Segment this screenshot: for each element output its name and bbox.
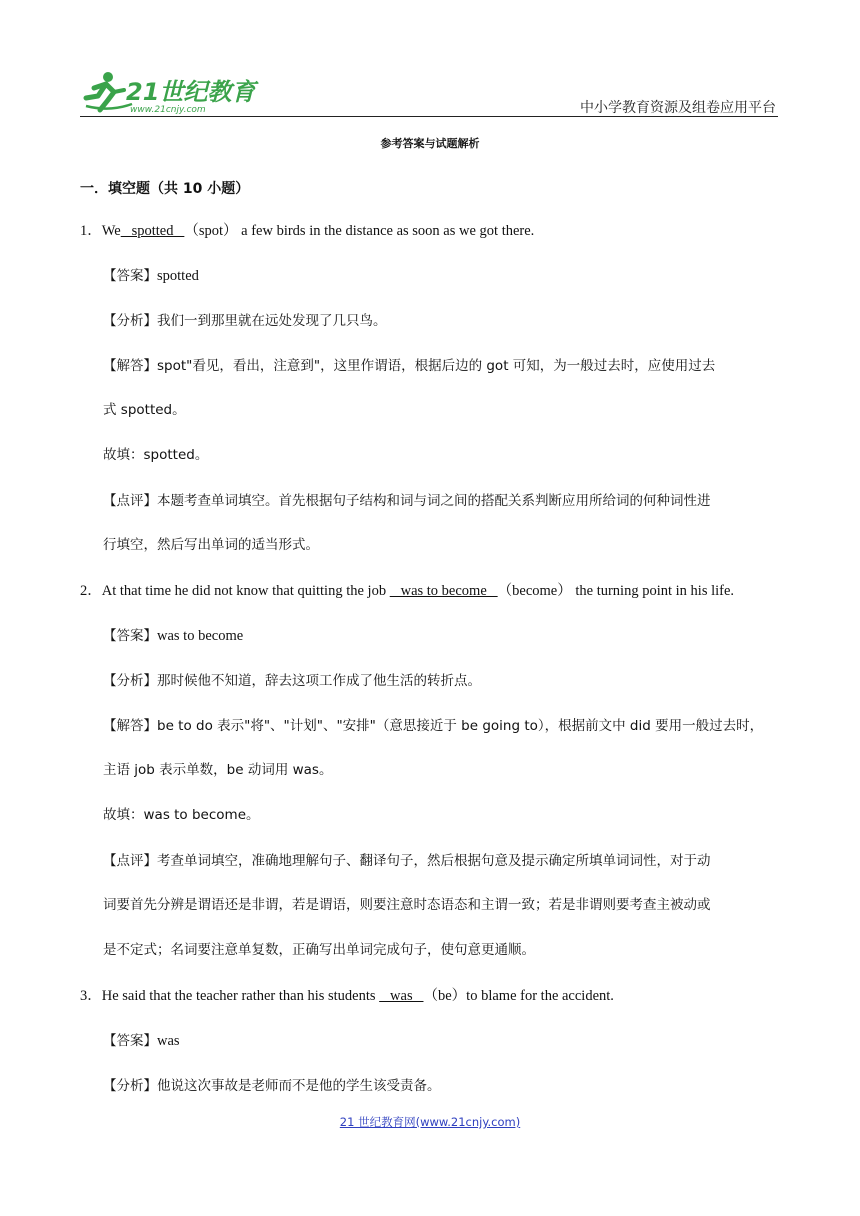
logo-url: www.21cnjy.com <box>130 105 206 115</box>
analysis-tag: 【分析】 <box>103 1078 157 1094</box>
answer-text: spotted <box>157 268 199 284</box>
fill-line: 故填：spotted。 <box>103 447 209 463</box>
footer-link[interactable]: 21 世纪教育网(www.21cnjy.com) <box>339 1115 521 1129</box>
comment-tag: 【点评】 <box>103 493 157 509</box>
question-text: We <box>101 223 121 239</box>
answer-line <box>103 1034 180 1049</box>
comment-line <box>103 854 711 869</box>
analysis-text: 我们一到那里就在远处发现了几只鸟。 <box>157 313 387 329</box>
analysis-text: 他说这次事故是老师而不是他的学生该受责备。 <box>157 1078 441 1094</box>
analysis-line <box>103 314 387 329</box>
fill-line: 故填：was to become。 <box>103 807 260 823</box>
analysis-text: 那时候他不知道，辞去这项工作成了他生活的转折点。 <box>157 673 481 689</box>
solution-continued: 主语 job 表示单数，be 动词用 was。 <box>103 762 333 778</box>
answer-tag: 【答案】 <box>103 268 157 284</box>
answer-text: was to become <box>157 628 244 644</box>
page-title: 参考答案与试题解析 <box>380 137 480 150</box>
platform-name: 中小学教育资源及组卷应用平台 <box>580 100 776 116</box>
solution-line <box>103 359 715 374</box>
page-header <box>80 66 778 118</box>
answer-tag: 【答案】 <box>103 628 157 644</box>
question-number: 3． <box>80 988 102 1004</box>
comment-text: 本题考查单词填空。首先根据句子结构和词与词之间的搭配关系判断应用所给词的何种词性进 <box>157 493 711 509</box>
question-text: At that time he did not know that quitting the job <box>101 583 390 599</box>
comment-continued: 词要首先分辨是谓语还是非谓，若是谓语，则要注意时态语态和主谓一致；若是非谓则要考查主被动或 <box>103 897 711 913</box>
question-text: （become） the turning point in his life. <box>497 583 735 599</box>
analysis-line <box>103 674 481 689</box>
solution-tag: 【解答】 <box>103 358 157 374</box>
question-text: （spot） a few birds in the distance as soon as we got there. <box>184 223 535 239</box>
question-number: 1． <box>80 223 102 239</box>
solution-continued: 式 spotted。 <box>103 402 186 418</box>
logo <box>80 66 260 116</box>
question-text: （be）to blame for the accident. <box>423 988 614 1004</box>
answer-line <box>103 629 243 644</box>
question-3 <box>80 989 614 1004</box>
section-heading: 一．填空题（共 10 小题） <box>80 181 250 197</box>
logo-text: 21世纪教育 <box>126 78 256 106</box>
solution-tag: 【解答】 <box>103 718 157 734</box>
question-number: 2． <box>80 583 102 599</box>
answer-blank: was to become <box>389 583 498 599</box>
analysis-tag: 【分析】 <box>103 673 157 689</box>
solution-line <box>103 719 763 734</box>
answer-tag: 【答案】 <box>103 1033 157 1049</box>
answer-text: was <box>157 1033 180 1049</box>
analysis-tag: 【分析】 <box>103 313 157 329</box>
answer-blank: was <box>379 988 424 1004</box>
question-1 <box>80 224 534 239</box>
analysis-line <box>103 1079 441 1094</box>
comment-continued: 行填空，然后写出单词的适当形式。 <box>103 537 319 553</box>
comment-continued: 是不定式；名词要注意单复数，正确写出单词完成句子，使句意更通顺。 <box>103 942 535 958</box>
comment-tag: 【点评】 <box>103 853 157 869</box>
comment-line <box>103 494 711 509</box>
solution-text: be to do 表示"将"、"计划"、"安排"（意思接近于 be going to），根据前文中 did 要用一般过去时， <box>157 718 764 734</box>
header-divider <box>80 116 778 117</box>
question-text: He said that the teacher rather than his students <box>101 988 380 1004</box>
comment-text: 考查单词填空，准确地理解句子、翻译句子，然后根据句意及提示确定所填单词词性，对于动 <box>157 853 711 869</box>
answer-line <box>103 269 199 284</box>
solution-text: spot"看见，看出，注意到"，这里作谓语，根据后边的 got 可知，为一般过去时，应使用过去 <box>157 358 716 374</box>
question-2 <box>80 584 734 599</box>
answer-blank: spotted <box>120 223 185 239</box>
